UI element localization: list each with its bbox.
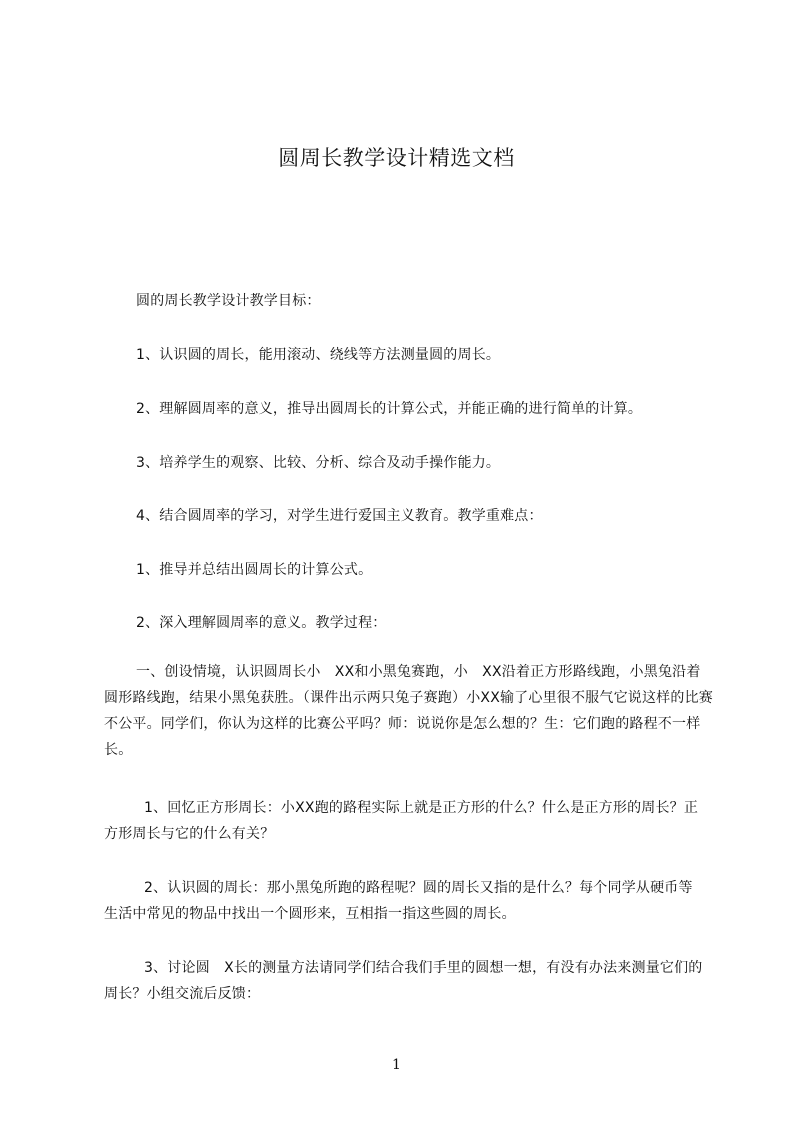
paragraph-review-square: 1、回忆正方形周长：小XX跑的路程实际上就是正方形的什么？什么是正方形的周长？正方形周长与它的什么有关？ [104,800,699,842]
paragraph-objective-4: 4、结合圆周率的学习，对学生进行爱国主义教育。教学重难点： [136,508,543,524]
paragraph-process-intro: 一、创设情境，认识圆周长小 XX和小黑兔赛跑，小 XX沿着正方形路线跑，小黑兔沿着圆形路线跑，结果小黑兔获胜。（课件出示两只兔子赛跑）小XX输了心里很不服气它说这样的比赛不公平。同学们，你认为这样的比赛公平吗？师：说说你是怎么想的？生：它们跑的路程不一样长。 [104,664,713,758]
paragraph-objective-1: 1、认识圆的周长，能用滚动、绕线等方法测量圆的周长。 [136,347,501,363]
paragraph-understand-circle: 2、认识圆的周长：那小黑兔所跑的路程呢？圆的周长又指的是什么？每个同学从硬币等生活中常见的物品中找出一个圆形来，互相指一指这些圆的周长。 [104,880,693,922]
paragraph-measure-discussion: 3、讨论圆 X长的测量方法请同学们结合我们手里的圆想一想，有没有办法来测量它们的周长？小组交流后反馈： [104,960,703,1002]
paragraph-objective-3: 3、培养学生的观察、比较、分析、综合及动手操作能力。 [136,455,501,471]
paragraph-key-point-2: 2、深入理解圆周率的意义。教学过程： [136,615,387,631]
document-title: 圆周长教学设计精选文档 [278,146,515,170]
paragraph-objective-2: 2、理解圆周率的意义，推导出圆周长的计算公式，并能正确的进行简单的计算。 [136,401,643,417]
paragraph-objectives-heading: 圆的周长教学设计教学目标： [136,293,321,309]
page-number: 1 [392,1057,401,1073]
paragraph-key-point-1: 1、推导并总结出圆周长的计算公式。 [136,562,373,578]
